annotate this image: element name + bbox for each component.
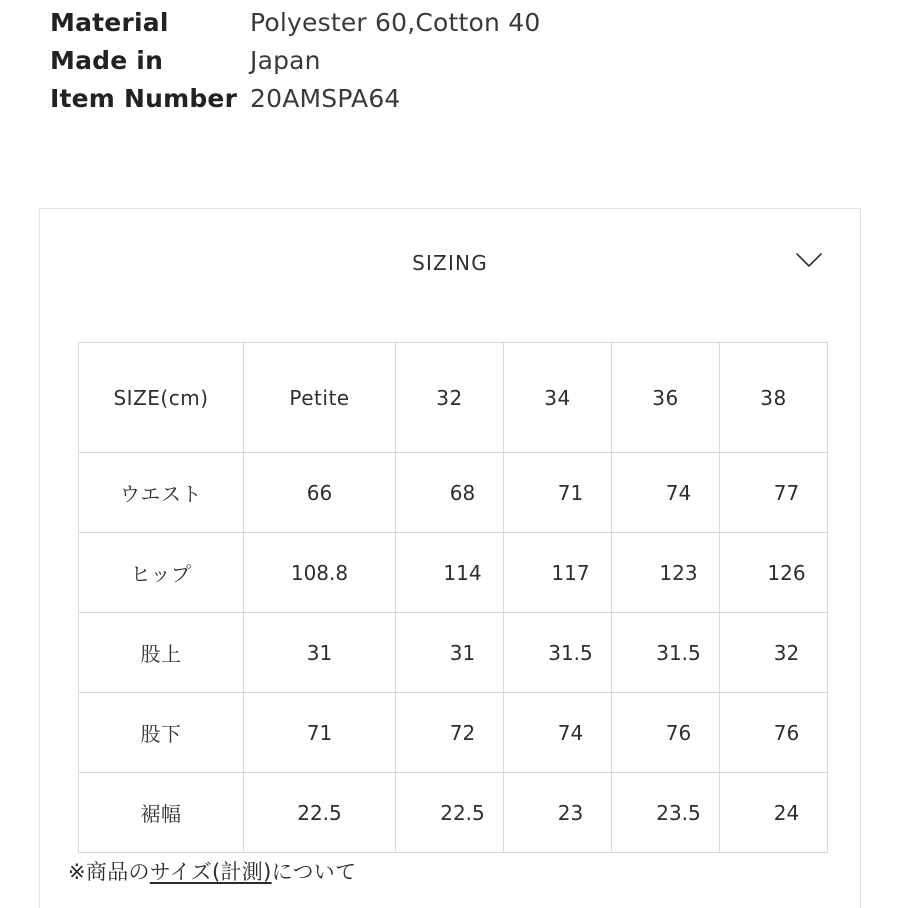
cell-rise-petite: 31	[244, 613, 396, 693]
column-header-size-cm: SIZE(cm)	[79, 343, 244, 453]
cell-rise-32: 31	[396, 613, 504, 693]
table-row	[79, 773, 828, 853]
cell-inseam-petite: 71	[244, 693, 396, 773]
cell-rise-38: 32	[720, 613, 828, 693]
footnote-suffix: について	[271, 860, 357, 884]
cell-hem-32: 22.5	[396, 773, 504, 853]
size-table-body	[79, 453, 828, 853]
row-label-hem-width: 裾幅	[79, 773, 244, 853]
cell-hem-36: 23.5	[612, 773, 720, 853]
size-table-container	[78, 342, 808, 853]
measurement-link[interactable]: サイズ(計測)	[149, 860, 272, 884]
cell-inseam-32: 72	[396, 693, 504, 773]
cell-inseam-38: 76	[720, 693, 828, 773]
row-label-waist: ウエスト	[79, 453, 244, 533]
measurement-footnote	[68, 856, 356, 886]
sizing-panel	[39, 208, 861, 908]
spec-label-material: Material	[50, 8, 169, 37]
cell-waist-32: 68	[396, 453, 504, 533]
row-label-rise: 股上	[79, 613, 244, 693]
spec-label-item-number: Item Number	[50, 84, 238, 113]
column-header-petite: Petite	[244, 343, 396, 453]
spec-row-item-number	[50, 84, 850, 113]
cell-rise-36: 31.5	[612, 613, 720, 693]
cell-hip-34: 117	[504, 533, 612, 613]
cell-waist-34: 71	[504, 453, 612, 533]
cell-hip-32: 114	[396, 533, 504, 613]
spec-value-material: Polyester 60,Cotton 40	[250, 8, 541, 37]
table-row	[79, 453, 828, 533]
size-table	[78, 342, 828, 853]
cell-waist-36: 74	[612, 453, 720, 533]
row-label-inseam: 股下	[79, 693, 244, 773]
spec-row-material	[50, 8, 850, 37]
cell-hip-38: 126	[720, 533, 828, 613]
column-header-32: 32	[396, 343, 504, 453]
cell-waist-petite: 66	[244, 453, 396, 533]
cell-inseam-34: 74	[504, 693, 612, 773]
spec-row-made-in	[50, 46, 850, 75]
cell-waist-38: 77	[720, 453, 828, 533]
spec-value-item-number: 20AMSPA64	[250, 84, 401, 113]
table-row	[79, 533, 828, 613]
chevron-down-icon[interactable]	[796, 253, 822, 269]
spec-value-made-in: Japan	[250, 46, 321, 75]
column-header-36: 36	[612, 343, 720, 453]
column-header-34: 34	[504, 343, 612, 453]
cell-inseam-36: 76	[612, 693, 720, 773]
cell-hem-petite: 22.5	[244, 773, 396, 853]
product-spec-list	[50, 8, 850, 122]
table-row	[79, 613, 828, 693]
sizing-accordion-header[interactable]	[40, 209, 860, 317]
row-label-hip: ヒップ	[79, 533, 244, 613]
column-header-38: 38	[720, 343, 828, 453]
table-header-row	[79, 343, 828, 453]
cell-hip-36: 123	[612, 533, 720, 613]
table-row	[79, 693, 828, 773]
cell-hem-38: 24	[720, 773, 828, 853]
cell-hip-petite: 108.8	[244, 533, 396, 613]
footnote-prefix: ※商品の	[68, 860, 150, 884]
spec-label-made-in: Made in	[50, 46, 164, 75]
cell-hem-34: 23	[504, 773, 612, 853]
size-table-head	[79, 343, 828, 453]
cell-rise-34: 31.5	[504, 613, 612, 693]
sizing-title: SIZING	[412, 251, 488, 275]
